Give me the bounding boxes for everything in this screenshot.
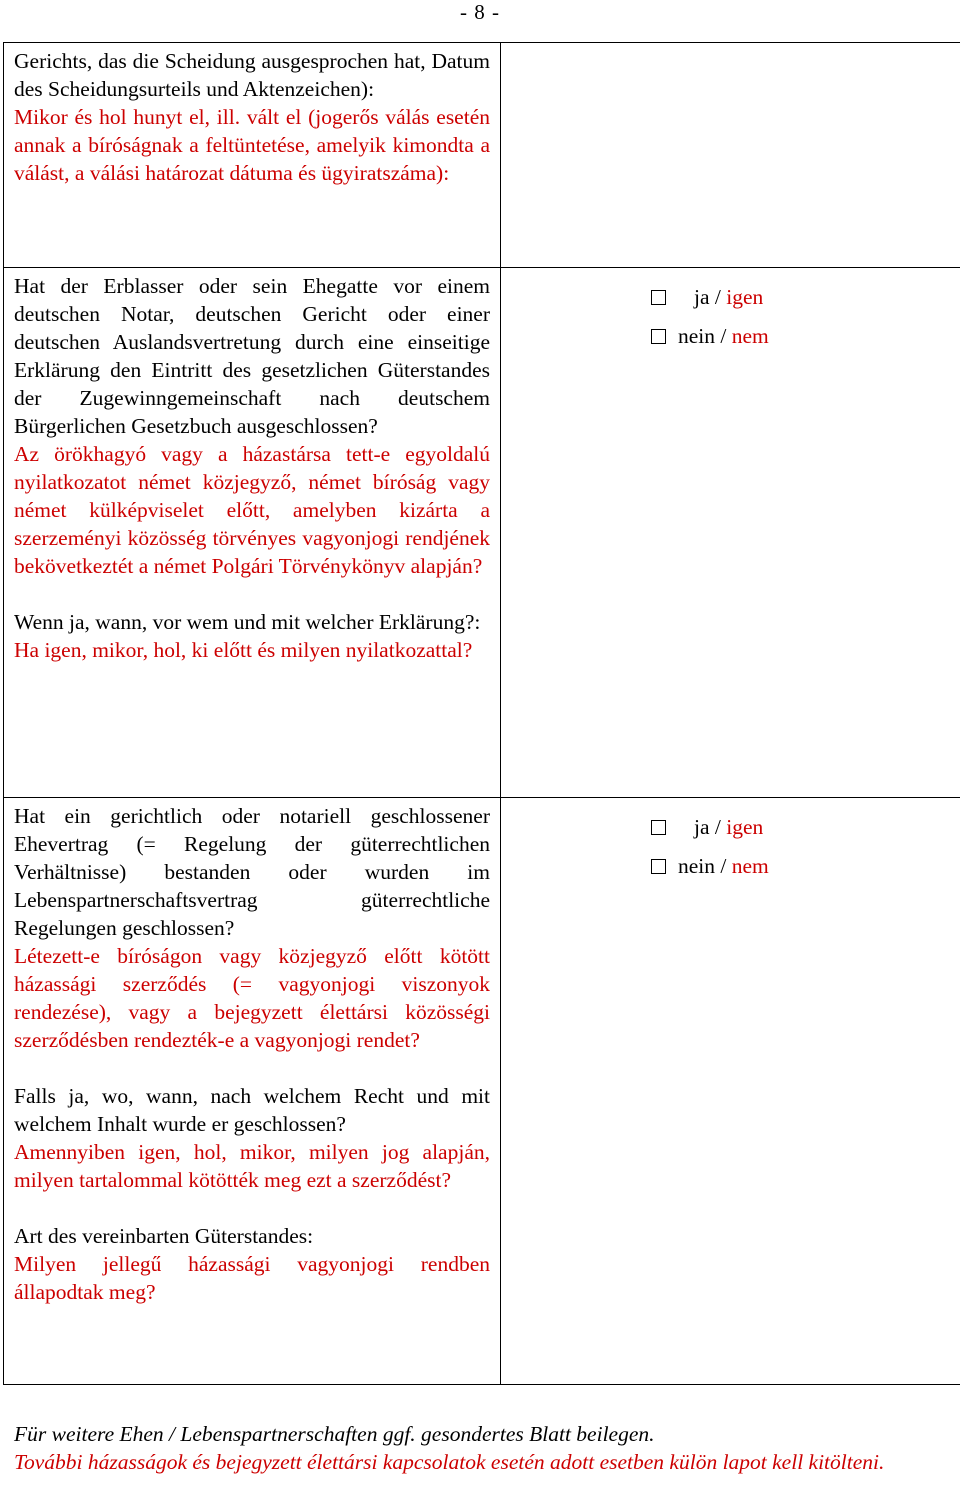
- followup-de: Falls ja, wo, wann, nach welchem Recht und mit welchem Inhalt wurde er geschlossen?: [14, 1084, 490, 1136]
- question-hu: Mikor és hol hunyt el, ill. vált el (jogerős válás esetén annak a bíróságnak a feltüntetése, amelyik kimondta a válást, a válási határozat dátuma és ügyiratszáma):: [14, 105, 490, 185]
- option-yes[interactable]: ja / igen: [651, 808, 960, 847]
- regime-type-hu: Milyen jellegű házassági vagyonjogi rendben állapodtak meg?: [14, 1252, 490, 1304]
- answer-divorce-details[interactable]: [501, 43, 960, 268]
- checkbox-no[interactable]: [651, 859, 666, 874]
- regime-type-de: Art des vereinbarten Güterstandes:: [14, 1224, 314, 1248]
- question-hu: Létezett-e bíróságon vagy közjegyző előtt kötött házassági szerződés (= vagyonjogi viszonyok rendezése), vagy a bejegyzett élettársi közösségi szerződésben rendezték-e a vagyonjogi rendet?: [14, 944, 490, 1052]
- checkbox-yes[interactable]: [651, 820, 666, 835]
- followup-hu: Amennyiben igen, hol, mikor, milyen jog alapján, milyen tartalommal kötötték meg ezt a szerződést?: [14, 1140, 490, 1192]
- answer-marriage-contract: [501, 798, 960, 1385]
- question-hu: Az örökhagyó vagy a házastársa tett-e egyoldalú nyilatkozatot német közjegyző, német bíróság vagy német külképviselet előtt, amelyben kizárta a szerzeményi közösség törvényes vagyonjogi rendjének bekövetkeztét a német Polgári Törvénykönyv alapján?: [14, 442, 490, 578]
- question-de: Gerichts, das die Scheidung ausgesprochen hat, Datum des Scheidungsurteils und Aktenzeichen):: [14, 49, 490, 101]
- followup-hu: Ha igen, mikor, hol, ki előtt és milyen nyilatkozattal?: [14, 638, 473, 662]
- answer-exclusion-declaration: [501, 268, 960, 798]
- footer-hu: További házasságok és bejegyzett élettársi kapcsolatok esetén adott esetben külön lapot kell kitölteni.: [14, 1450, 885, 1474]
- row-marriage-contract: [4, 798, 960, 1385]
- option-yes[interactable]: ja / igen: [651, 278, 960, 317]
- question-marriage-contract: [4, 798, 501, 1385]
- row-exclusion-declaration: [4, 268, 960, 798]
- question-divorce-details: [4, 43, 501, 268]
- followup-de: Wenn ja, wann, vor wem und mit welcher Erklärung?:: [14, 610, 481, 634]
- option-no[interactable]: nein / nem: [651, 847, 960, 886]
- question-de: Hat der Erblasser oder sein Ehegatte vor einem deutschen Notar, deutschen Gericht oder einer deutschen Auslandsvertretung durch eine einseitige Erklärung den Eintritt des gesetzlichen Güterstandes der Zugewinngemeinschaft nach deutschem Bürgerlichen Gesetzbuch ausgeschlossen?: [14, 274, 490, 438]
- page-number: - 8 -: [460, 0, 500, 24]
- option-no[interactable]: nein / nem: [651, 317, 960, 356]
- footer-note: [14, 1420, 949, 1476]
- footer-de: Für weitere Ehen / Lebenspartnerschaften ggf. gesondertes Blatt beilegen.: [14, 1422, 655, 1446]
- question-exclusion-declaration: [4, 268, 501, 798]
- checkbox-no[interactable]: [651, 329, 666, 344]
- row-divorce-details: [4, 43, 960, 268]
- checkbox-yes[interactable]: [651, 290, 666, 305]
- form-table: [3, 42, 960, 1385]
- question-de: Hat ein gerichtlich oder notariell geschlossener Ehevertrag (= Regelung der güterrechtlichen Verhältnisse) bestanden oder wurden im Lebenspartnerschaftsvertrag güterrechtliche Regelungen geschlossen?: [14, 804, 490, 940]
